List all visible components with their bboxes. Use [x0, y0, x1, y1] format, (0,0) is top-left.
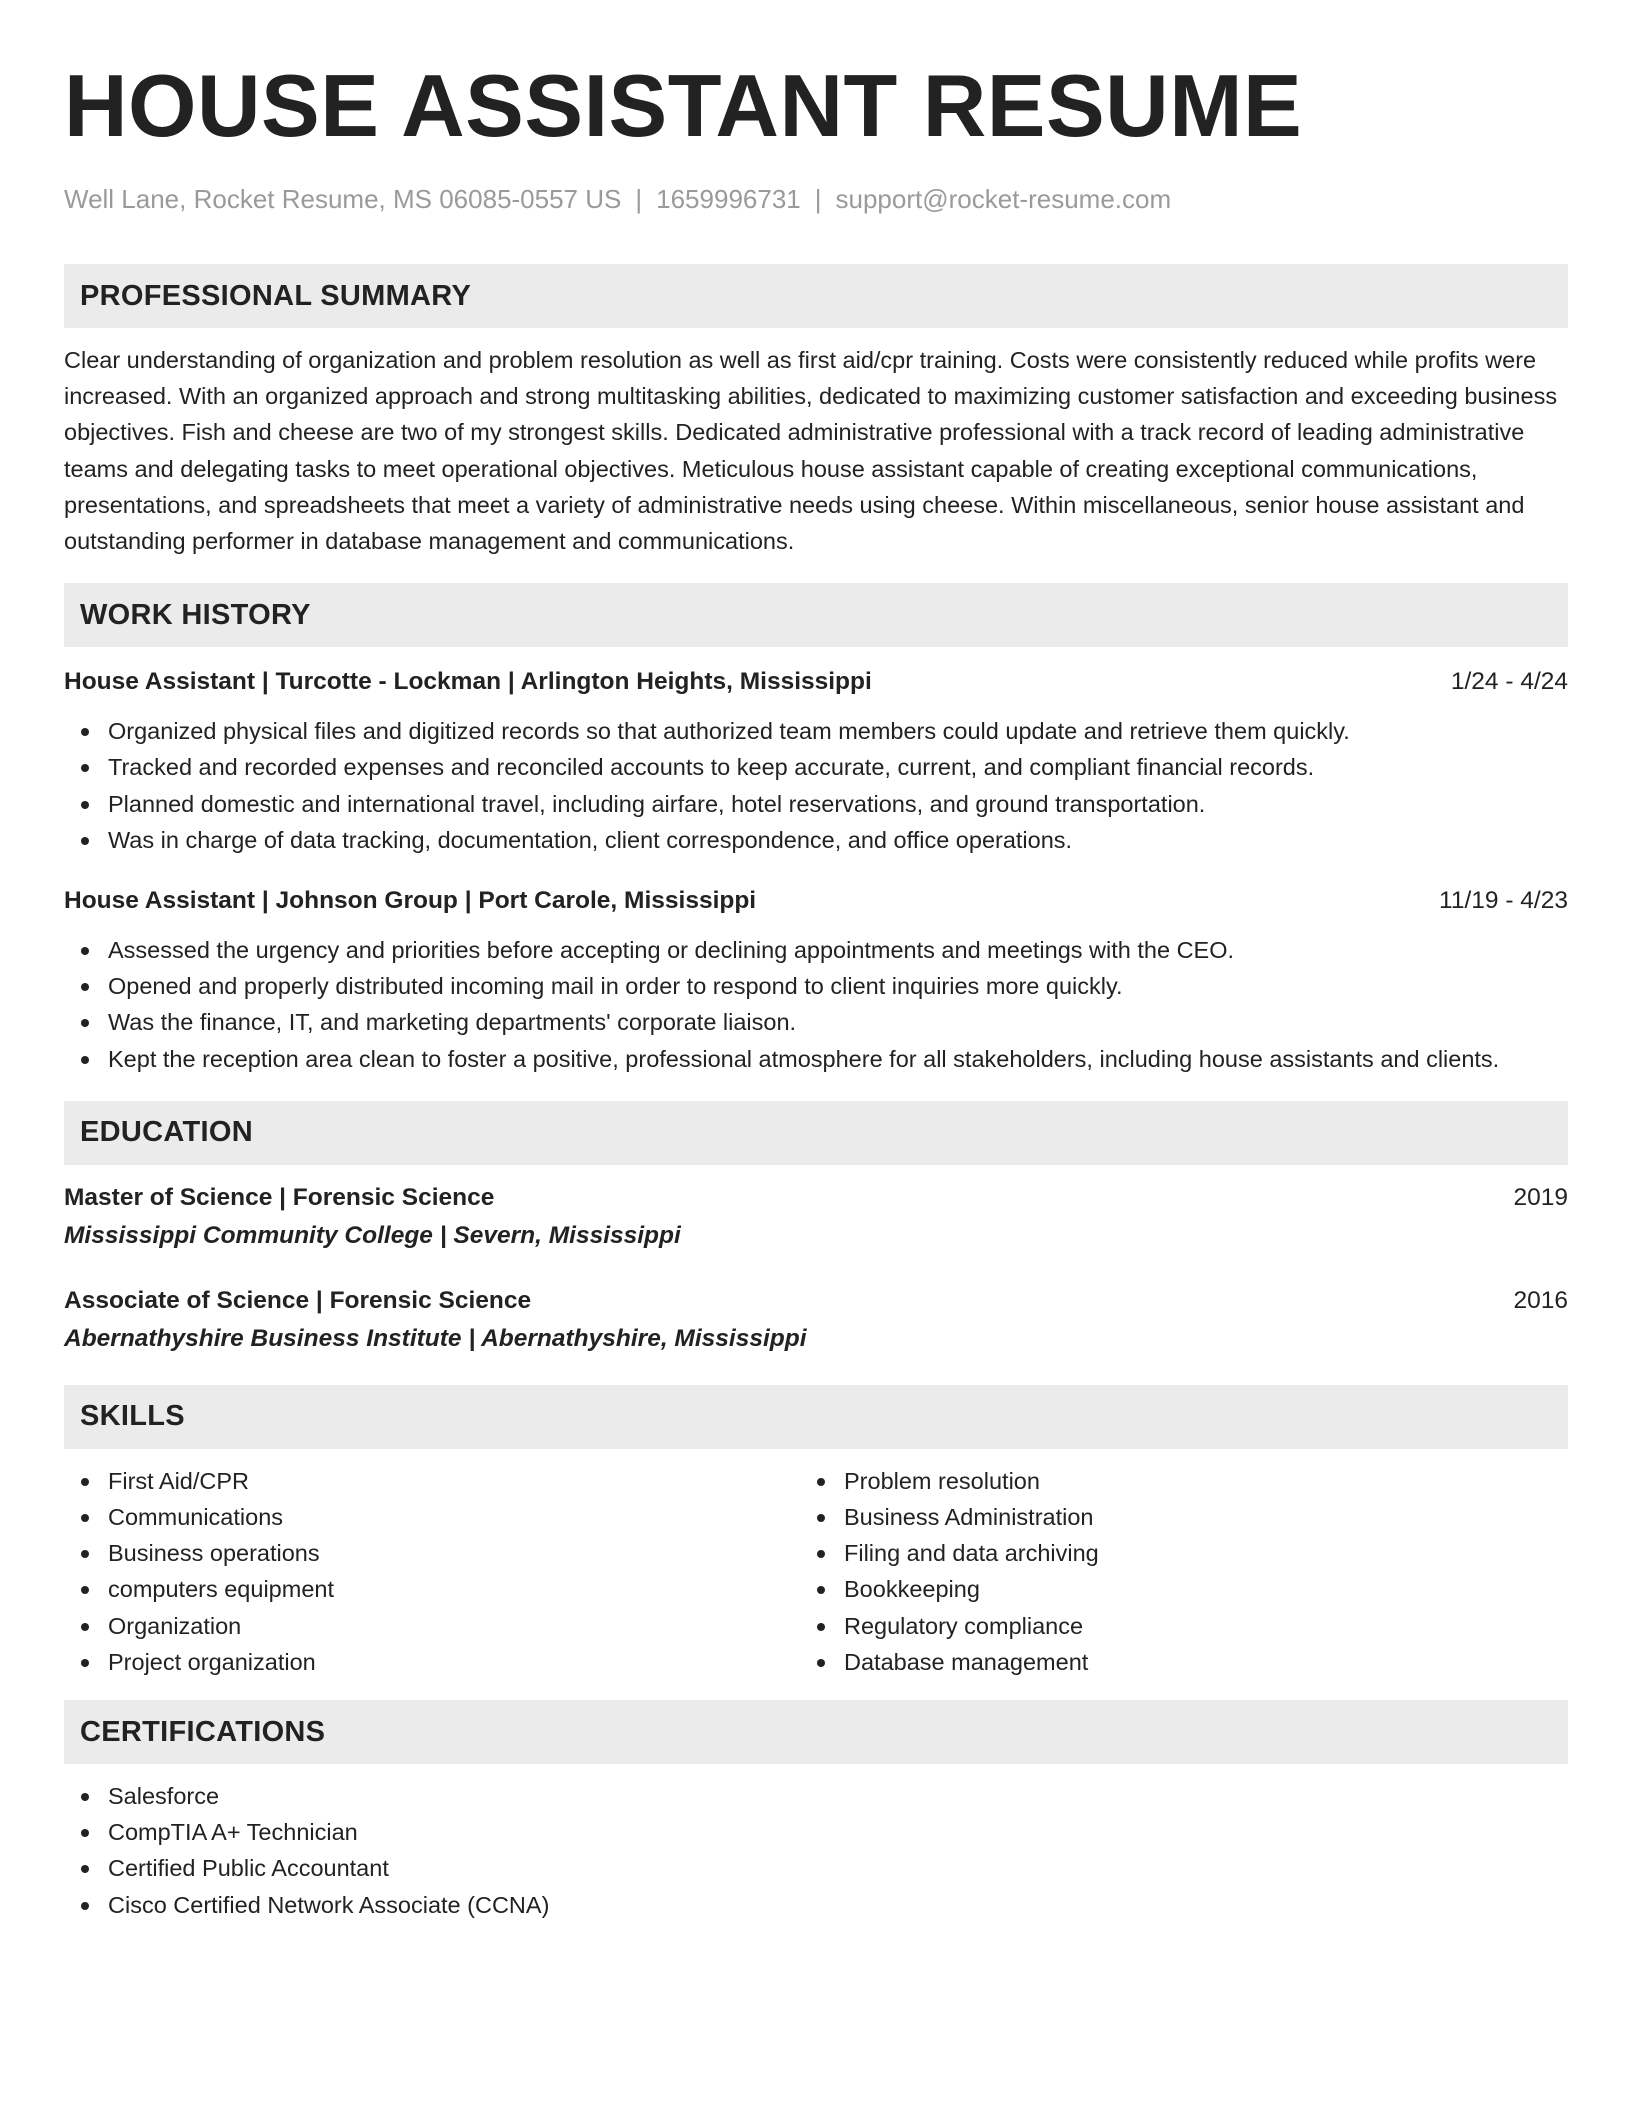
section-header-skills: SKILLS	[64, 1385, 1568, 1449]
contact-line	[64, 182, 1568, 216]
degree: Associate of Science | Forensic Science	[64, 1286, 532, 1314]
skill-item: Filing and data archiving	[844, 1535, 1536, 1571]
job-bullet: Assessed the urgency and priorities before accepting or declining appointments and meetings with the CEO.	[108, 932, 1568, 968]
job-dates: 1/24 - 4/24	[1450, 668, 1568, 696]
resume-title: HOUSE ASSISTANT RESUME	[64, 56, 1303, 155]
skill-item: Problem resolution	[844, 1463, 1536, 1499]
skill-item: Business operations	[108, 1535, 800, 1571]
section-header-education: EDUCATION	[64, 1101, 1568, 1165]
job-bullet: Tracked and recorded expenses and reconciled accounts to keep accurate, current, and compliant financial records.	[108, 749, 1568, 785]
contact-email: support@rocket-resume.com	[835, 184, 1172, 214]
education-entry	[64, 1181, 1568, 1254]
skill-item: First Aid/CPR	[108, 1463, 800, 1499]
school: Mississippi Community College | Severn, Mississippi	[64, 1221, 681, 1249]
section-header-summary: PROFESSIONAL SUMMARY	[64, 264, 1568, 328]
certifications-list	[64, 1778, 1568, 1923]
skill-item: computers equipment	[108, 1571, 800, 1607]
job-bullet: Was the finance, IT, and marketing departments' corporate liaison.	[108, 1004, 1568, 1040]
job-bullet: Planned domestic and international travel, including airfare, hotel reservations, and ground transportation.	[108, 786, 1568, 822]
certification-item: Salesforce	[108, 1778, 1568, 1814]
job-header	[64, 665, 1568, 699]
contact-separator: |	[635, 184, 643, 214]
skill-item: Regulatory compliance	[844, 1608, 1536, 1644]
skills-list-right	[800, 1463, 1536, 1680]
skill-item: Bookkeeping	[844, 1571, 1536, 1607]
job-header	[64, 884, 1568, 918]
certification-item: Cisco Certified Network Associate (CCNA)	[108, 1887, 1568, 1923]
section-header-certifications: CERTIFICATIONS	[64, 1700, 1568, 1764]
contact-address: Well Lane, Rocket Resume, MS 06085-0557 US	[64, 184, 622, 214]
job-bullet: Opened and properly distributed incoming mail in order to respond to client inquiries more quickly.	[108, 968, 1568, 1004]
contact-phone: 1659996731	[656, 184, 801, 214]
education-year: 2019	[1513, 1183, 1568, 1211]
skill-item: Project organization	[108, 1644, 800, 1680]
job-entry	[64, 665, 1568, 858]
education-year: 2016	[1513, 1286, 1568, 1314]
education-header	[64, 1284, 1568, 1318]
job-bullet: Organized physical files and digitized records so that authorized team members could update and retrieve them quickly.	[108, 713, 1568, 749]
contact-separator: |	[814, 184, 822, 214]
summary-text: Clear understanding of organization and problem resolution as well as first aid/cpr training. Costs were consistently reduced while profits were increased. With an organized approach and strong multitasking abilities, dedicated to maximizing customer satisfaction and exceeding business objectives. Fish and cheese are two of my strongest skills. Dedicated administrative professional with a track record of leading administrative teams and delegating tasks to meet operational objectives. Meticulous house assistant capable of creating exceptional communications, presentations, and spreadsheets that meet a variety of administrative needs using cheese. Within miscellaneous, senior house assistant and outstanding performer in database management and communications.	[64, 347, 1558, 555]
school: Abernathyshire Business Institute | Abernathyshire, Mississippi	[64, 1324, 807, 1352]
certification-item: Certified Public Accountant	[108, 1850, 1568, 1886]
job-bullet: Was in charge of data tracking, documentation, client correspondence, and office operations.	[108, 822, 1568, 858]
skill-item: Database management	[844, 1644, 1536, 1680]
education-header	[64, 1181, 1568, 1215]
job-bullets	[64, 713, 1568, 858]
skills-list-left	[64, 1463, 800, 1680]
skill-item: Communications	[108, 1499, 800, 1535]
education-entry	[64, 1284, 1568, 1357]
section-header-work-history: WORK HISTORY	[64, 583, 1568, 647]
job-title: House Assistant | Turcotte - Lockman | Arlington Heights, Mississippi	[64, 668, 872, 696]
skills-columns	[64, 1463, 1568, 1680]
degree: Master of Science | Forensic Science	[64, 1183, 495, 1211]
job-title: House Assistant | Johnson Group | Port Carole, Mississippi	[64, 887, 757, 915]
certification-item: CompTIA A+ Technician	[108, 1814, 1568, 1850]
skill-item: Business Administration	[844, 1499, 1536, 1535]
job-bullets	[64, 932, 1568, 1077]
job-dates: 11/19 - 4/23	[1439, 887, 1568, 915]
job-bullet: Kept the reception area clean to foster a positive, professional atmosphere for all stakeholders, including house assistants and clients.	[108, 1041, 1568, 1077]
skill-item: Organization	[108, 1608, 800, 1644]
job-entry	[64, 884, 1568, 1077]
